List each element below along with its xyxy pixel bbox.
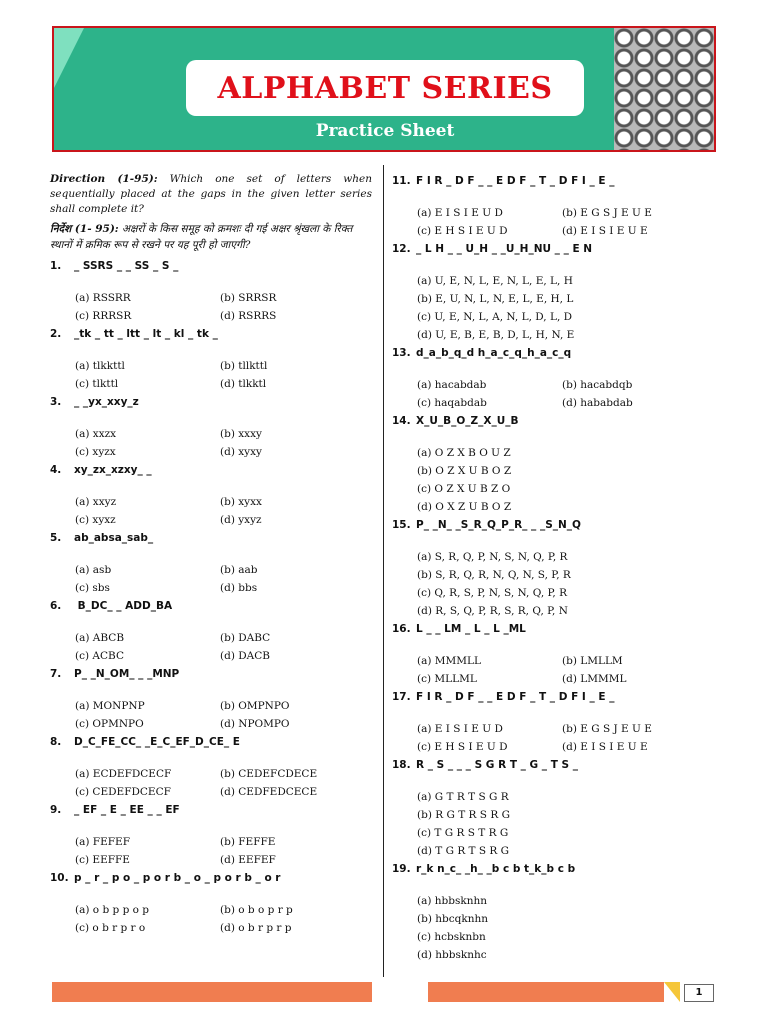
options-block — [75, 833, 372, 869]
page-number: 1 — [684, 984, 714, 1002]
option-item: (b) O Z X U B O Z — [417, 465, 512, 477]
options-block — [417, 548, 722, 620]
option-row — [75, 493, 372, 511]
question-number: 5. — [50, 532, 62, 544]
option-item: (b) hbcqknhn — [417, 913, 488, 925]
question-title — [392, 240, 722, 258]
option-item: (d) T G R T S R G — [417, 845, 510, 857]
options-block — [75, 765, 372, 801]
question-title — [50, 461, 372, 479]
option-row — [75, 715, 372, 733]
option-item: (b) xxxy — [220, 428, 262, 440]
option-item: (a) o b p p o p — [75, 904, 150, 916]
option-item: (d) yxyz — [220, 514, 262, 526]
options-block — [417, 444, 722, 516]
option-item: (d) NPOMPO — [220, 718, 290, 730]
option-row — [75, 579, 372, 597]
question-item — [50, 325, 372, 393]
option-item: (a) hbbsknhn — [417, 895, 488, 907]
option-item: (c) sbs — [75, 582, 110, 594]
question-number: 6. — [50, 600, 62, 612]
question-title — [392, 344, 722, 362]
left-column — [50, 172, 372, 937]
question-text: L _ _ LM _ L _ L _ML — [416, 623, 526, 635]
option-item: (d) DACB — [220, 650, 271, 662]
banner-pattern-graphic — [614, 28, 714, 152]
option-row — [75, 561, 372, 579]
option-item: (d) bbs — [220, 582, 258, 594]
option-item: (c) haqabdab — [417, 397, 487, 409]
question-number: 12. — [392, 243, 411, 255]
option-item: (a) ECDEFDCECF — [75, 768, 172, 780]
question-title — [392, 860, 722, 878]
footer-bar-left — [52, 982, 372, 1002]
options-block — [417, 892, 722, 964]
option-row — [75, 697, 372, 715]
question-text: xy_zx_xzxy_ _ — [74, 464, 152, 476]
option-item: (d) LMMML — [562, 673, 627, 685]
option-item: (a) ABCB — [75, 632, 125, 644]
option-row — [417, 652, 722, 670]
option-item: (c) E H S I E U D — [417, 225, 508, 237]
question-title — [50, 665, 372, 683]
question-title — [50, 325, 372, 343]
option-item: (b) FEFFE — [220, 836, 276, 848]
question-title — [50, 869, 372, 887]
question-text: R _ S _ _ _ S G R T _ G _ T S _ — [416, 759, 579, 771]
option-item: (b) E G S J E U E — [562, 207, 652, 219]
option-item: (c) Q, R, S, P, N, S, N, Q, P, R — [417, 587, 568, 599]
option-item: (b) DABC — [220, 632, 271, 644]
direction-hindi-label: निर्देश (1- 95): — [50, 223, 119, 235]
direction-hindi — [50, 221, 372, 253]
question-item — [50, 529, 372, 597]
question-item — [392, 688, 722, 756]
option-item: (d) EEFEF — [220, 854, 276, 866]
question-item — [50, 733, 372, 801]
options-block — [417, 376, 722, 412]
option-item: (a) xxyz — [75, 496, 117, 508]
page-subtitle: Practice Sheet — [315, 121, 455, 141]
option-row — [75, 425, 372, 443]
options-block — [75, 425, 372, 461]
question-number: 15. — [392, 519, 411, 531]
option-item: (c) hcbsknbn — [417, 931, 486, 943]
question-text: r_k n_c_ _h_ _b c b t_k_b c b — [416, 863, 576, 875]
option-row — [75, 851, 372, 869]
question-title — [392, 412, 722, 430]
question-number: 1. — [50, 260, 62, 272]
option-item: (a) tlkkttl — [75, 360, 125, 372]
question-text: B_DC_ _ ADD_BA — [74, 600, 173, 612]
options-block — [75, 357, 372, 393]
question-text: P_ _N_OM_ _ _MNP — [74, 668, 180, 680]
question-number: 11. — [392, 175, 411, 187]
option-row — [417, 204, 722, 222]
option-item: (b) SRRSR — [220, 292, 277, 304]
option-item: (c) RRRSR — [75, 310, 132, 322]
question-title — [50, 597, 372, 615]
option-item: (b) hacabdqb — [562, 379, 633, 391]
question-item — [392, 516, 722, 620]
option-item: (c) EEFFE — [75, 854, 130, 866]
options-block — [417, 652, 722, 688]
option-row — [417, 670, 722, 688]
option-item: (b) LMLLM — [562, 655, 623, 667]
options-block — [75, 289, 372, 325]
question-item — [50, 257, 372, 325]
question-title — [392, 172, 722, 190]
question-item — [392, 756, 722, 860]
question-number: 10. — [50, 872, 69, 884]
option-item: (d) R, S, Q, P, R, S, R, Q, P, N — [417, 605, 568, 617]
option-item: (a) RSSRR — [75, 292, 131, 304]
question-text: _ EF _ E _ EE _ _ EF — [74, 804, 180, 816]
option-row — [75, 375, 372, 393]
option-item: (c) o b r p r o — [75, 922, 146, 934]
option-item: (b) aab — [220, 564, 258, 576]
question-title — [392, 516, 722, 534]
option-item: (a) FEFEF — [75, 836, 130, 848]
question-title — [50, 393, 372, 411]
question-number: 19. — [392, 863, 411, 875]
left-question-list — [50, 257, 372, 937]
page-title: ALPHABET SERIES — [217, 70, 553, 106]
question-title — [50, 257, 372, 275]
question-title — [50, 529, 372, 547]
option-item: (d) CEDFEDCECE — [220, 786, 318, 798]
option-row — [417, 720, 722, 738]
option-item: (a) O Z X B O U Z — [417, 447, 511, 459]
question-text: d_a_b_q_d h_a_c_q_h_a_c_q — [416, 347, 572, 359]
question-item — [392, 344, 722, 412]
question-item — [50, 801, 372, 869]
option-row — [75, 289, 372, 307]
question-title — [392, 756, 722, 774]
question-item — [392, 620, 722, 688]
option-row — [75, 901, 372, 919]
options-block — [75, 629, 372, 665]
option-row — [417, 394, 722, 412]
question-title — [50, 733, 372, 751]
question-text: _ _yx_xxy_z — [74, 396, 139, 408]
option-item: (c) CEDEFDCECF — [75, 786, 171, 798]
option-item: (b) E, U, N, L, N, E, L, E, H, L — [417, 293, 574, 305]
option-item: (a) S, R, Q, P, N, S, N, Q, P, R — [417, 551, 568, 563]
option-item: (d) o b r p r p — [220, 922, 292, 934]
direction-label: Direction (1-95): — [50, 173, 158, 185]
options-block — [75, 493, 372, 529]
right-column — [392, 172, 722, 964]
option-item: (d) hbbsknhc — [417, 949, 487, 961]
option-row — [75, 783, 372, 801]
right-question-list — [392, 172, 722, 964]
footer-corner-accent — [664, 982, 680, 1002]
option-item: (c) O Z X U B Z O — [417, 483, 511, 495]
option-row — [417, 376, 722, 394]
question-text: F I R _ D F _ _ E D F _ T _ D F I _ E _ — [416, 691, 615, 703]
option-item: (a) xxzx — [75, 428, 117, 440]
question-title — [392, 688, 722, 706]
option-item: (c) ACBC — [75, 650, 124, 662]
option-row — [75, 765, 372, 783]
option-item: (c) tlkttl — [75, 378, 119, 390]
question-number: 8. — [50, 736, 62, 748]
question-item — [50, 393, 372, 461]
question-text: D_C_FE_CC_ _E_C_EF_D_CE_ E — [74, 736, 240, 748]
direction-english — [50, 172, 372, 217]
question-number: 7. — [50, 668, 62, 680]
question-number: 18. — [392, 759, 411, 771]
option-item: (c) OPMNPO — [75, 718, 144, 730]
option-item: (a) E I S I E U D — [417, 207, 503, 219]
option-item: (d) E I S I E U E — [562, 741, 648, 753]
question-item — [50, 869, 372, 937]
question-number: 9. — [50, 804, 62, 816]
options-block — [75, 697, 372, 733]
question-number: 14. — [392, 415, 411, 427]
options-block — [417, 720, 722, 756]
question-title — [50, 801, 372, 819]
question-text: X_U_B_O_Z_X_U_B — [416, 415, 519, 427]
option-item: (d) tlkktl — [220, 378, 267, 390]
option-item: (b) E G S J E U E — [562, 723, 652, 735]
option-row — [75, 629, 372, 647]
option-row — [75, 307, 372, 325]
option-item: (c) E H S I E U D — [417, 741, 508, 753]
title-box — [186, 60, 584, 116]
option-row — [417, 738, 722, 756]
options-block — [75, 901, 372, 937]
banner-accent-shape — [54, 28, 84, 88]
option-row — [75, 357, 372, 375]
question-number: 16. — [392, 623, 411, 635]
column-divider — [383, 165, 384, 977]
option-item: (c) MLLML — [417, 673, 477, 685]
question-text: ab_absa_sab_ — [74, 532, 154, 544]
option-row — [75, 511, 372, 529]
option-item: (c) xyzx — [75, 446, 116, 458]
option-item: (b) R G T R S R G — [417, 809, 510, 821]
question-text: p _ r _ p o _ p o r b _ o _ p o r b _ o r — [74, 872, 281, 884]
question-item — [392, 240, 722, 344]
option-item: (a) MMMLL — [417, 655, 481, 667]
options-block — [417, 204, 722, 240]
option-item: (a) E I S I E U D — [417, 723, 503, 735]
question-number: 17. — [392, 691, 411, 703]
option-item: (b) OMPNPO — [220, 700, 290, 712]
options-block — [417, 272, 722, 344]
option-row — [417, 222, 722, 240]
option-item: (c) xyxz — [75, 514, 116, 526]
option-item: (d) xyxy — [220, 446, 262, 458]
option-item: (d) E I S I E U E — [562, 225, 648, 237]
option-item: (d) RSRRS — [220, 310, 277, 322]
question-title — [392, 620, 722, 638]
question-number: 2. — [50, 328, 62, 340]
option-row — [75, 919, 372, 937]
question-text: _tk _ tt _ ltt _ lt _ kl _ tk _ — [74, 328, 218, 340]
option-item: (a) U, E, N, L, E, N, L, E, L, H — [417, 275, 573, 287]
option-item: (a) MONPNP — [75, 700, 145, 712]
option-item: (b) xyxx — [220, 496, 262, 508]
question-number: 3. — [50, 396, 62, 408]
option-item: (a) asb — [75, 564, 112, 576]
option-row — [75, 647, 372, 665]
question-number: 13. — [392, 347, 411, 359]
options-block — [417, 788, 722, 860]
question-text: P_ _N_ _S_R_Q_P_R_ _ _S_N_Q — [416, 519, 581, 531]
option-row — [75, 833, 372, 851]
option-item: (a) hacabdab — [417, 379, 487, 391]
footer-bar-right — [428, 982, 664, 1002]
option-item: (d) hababdab — [562, 397, 633, 409]
question-item — [392, 860, 722, 964]
question-item — [50, 665, 372, 733]
options-block — [75, 561, 372, 597]
question-text: F I R _ D F _ _ E D F _ T _ D F I _ E _ — [416, 175, 615, 187]
question-item — [50, 597, 372, 665]
option-item: (d) U, E, B, E, B, D, L, H, N, E — [417, 329, 575, 341]
question-item — [392, 412, 722, 516]
option-item: (c) T G R S T R G — [417, 827, 509, 839]
option-item: (b) o b o p r p — [220, 904, 293, 916]
option-item: (a) G T R T S G R — [417, 791, 509, 803]
question-number: 4. — [50, 464, 62, 476]
option-item: (b) tllkttl — [220, 360, 268, 372]
direction-text: Which one set of letters when sequentially placed at the gaps in the given letter series shall complete it? — [50, 173, 372, 215]
option-row — [75, 443, 372, 461]
direction-hindi-text: अक्षरों के किस समूह को क्रमशः दी गई अक्षर श्रृंखला के रिक्त स्थानों में क्रमिक रूप से रखने पर यह पूरी हो जाएगी? — [50, 223, 353, 251]
option-item: (c) U, E, N, L, A, N, L, D, L, D — [417, 311, 573, 323]
option-item: (d) O X Z U B O Z — [417, 501, 512, 513]
question-text: _ SSRS _ _ SS _ S _ — [74, 260, 179, 272]
question-text: _ L H _ _ U_H _ _U_H_NU _ _ E N — [416, 243, 593, 255]
option-item: (b) CEDEFCDECE — [220, 768, 318, 780]
question-item — [50, 461, 372, 529]
question-item — [392, 172, 722, 240]
option-item: (b) S, R, Q, R, N, Q, N, S, P, R — [417, 569, 571, 581]
